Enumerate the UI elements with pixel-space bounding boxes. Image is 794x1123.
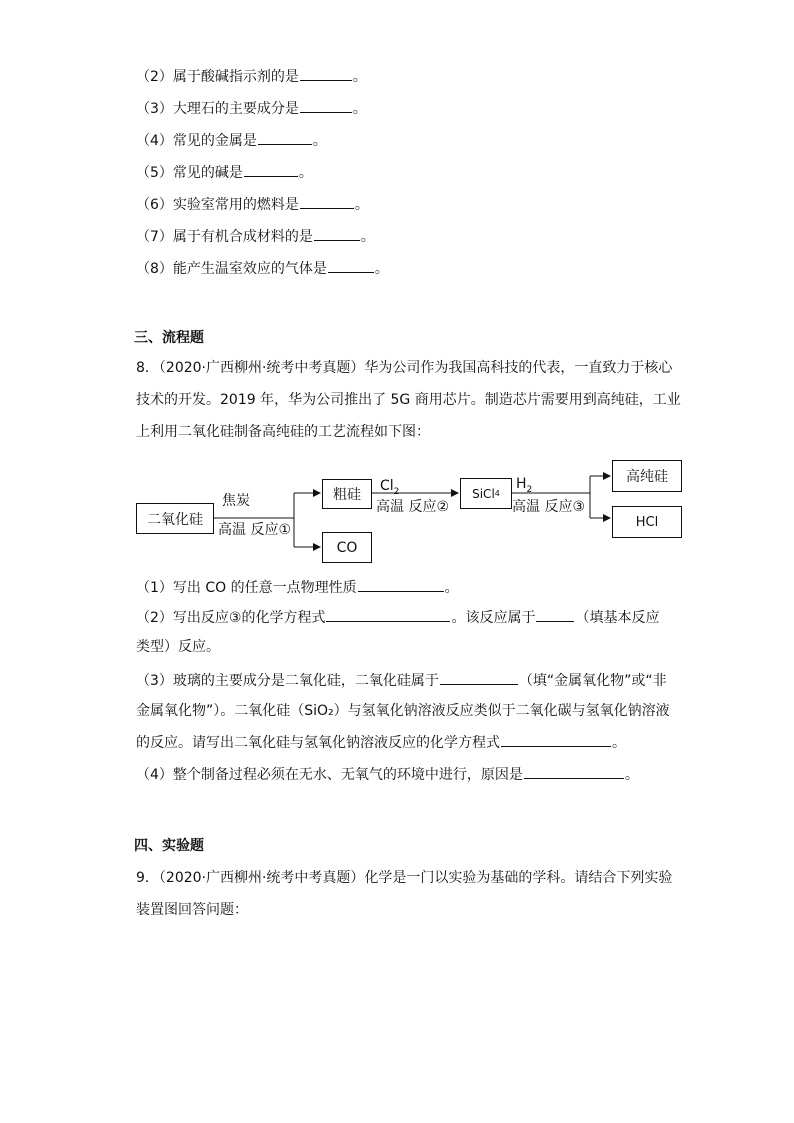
question-item-8: （8）能产生温室效应的气体是 。 bbox=[136, 258, 389, 279]
box-hcl: HCl bbox=[612, 506, 682, 538]
question-item-4: （4）常见的金属是 。 bbox=[136, 130, 327, 151]
answer-blank[interactable] bbox=[501, 732, 611, 747]
sub-question-3-line-2: 金属氧化物”）。二氧化硅（SiO₂）与氢氧化钠溶液反应类似于二氧化碳与氢氧化钠溶液 bbox=[136, 703, 670, 719]
question-item-2: （2）属于酸碱指示剂的是 。 bbox=[136, 66, 367, 87]
question-9-line-2: 装置图回答问题： bbox=[136, 902, 248, 918]
answer-blank[interactable] bbox=[358, 577, 444, 592]
reagent-cl2: $Cl_2$ bbox=[380, 478, 400, 497]
box-sicl4: SiCl 4 bbox=[460, 478, 512, 509]
sub-question-4: （4）整个制备过程必须在无水、无氧气的环境中进行，原因是 。 bbox=[136, 764, 639, 785]
question-8-line-3: 上利用二氧化硅制备高纯硅的工艺流程如下图： bbox=[136, 424, 430, 440]
sub-question-3-line-3: 的反应。请写出二氧化硅与氢氧化钠溶液反应的化学方程式 。 bbox=[136, 732, 626, 753]
box-crude-silicon: 粗硅 bbox=[322, 479, 372, 509]
answer-blank[interactable] bbox=[524, 764, 624, 779]
question-8-line-1: 8．（2020·广西柳州·统考中考真题）华为公司作为我国高科技的代表，一直致力于核心 bbox=[136, 360, 673, 376]
condition-reaction-1: 高温 反应① bbox=[218, 522, 292, 538]
question-8-line-2: 技术的开发。2019 年，华为公司推出了 5G 商用芯片。制造芯片需要用到高纯硅，工业 bbox=[136, 392, 681, 408]
answer-blank[interactable] bbox=[326, 607, 450, 622]
box-co: CO bbox=[322, 532, 372, 563]
section-heading-process: 三、流程题 bbox=[134, 330, 204, 346]
question-item-5: （5）常见的碱是 。 bbox=[136, 162, 313, 183]
question-item-6: （6）实验室常用的燃料是 。 bbox=[136, 194, 369, 215]
sub-question-2: （2）写出反应③的化学方程式 。该反应属于 （填基本反应 bbox=[136, 607, 659, 628]
reagent-coke: 焦炭 bbox=[222, 493, 250, 509]
condition-reaction-2: 高温 反应② bbox=[376, 499, 450, 515]
answer-blank[interactable] bbox=[536, 607, 574, 622]
sub-question-2-cont: 类型）反应。 bbox=[136, 639, 220, 655]
sub-question-1: （1）写出 CO 的任意一点物理性质 。 bbox=[136, 577, 459, 598]
question-9-line-1: 9．（2020·广西柳州·统考中考真题）化学是一门以实验为基础的学科。请结合下列实验 bbox=[136, 870, 673, 886]
answer-blank[interactable] bbox=[440, 670, 518, 685]
section-heading-experiment: 四、实验题 bbox=[134, 838, 204, 854]
condition-reaction-3: 高温 反应③ bbox=[512, 499, 586, 515]
question-item-3: （3）大理石的主要成分是 。 bbox=[136, 98, 367, 119]
box-silicon-dioxide: 二氧化硅 bbox=[136, 503, 214, 534]
sub-question-3: （3）玻璃的主要成分是二氧化硅，二氧化硅属于 （填“金属氧化物”或“非 bbox=[136, 670, 667, 691]
box-high-purity-silicon: 高纯硅 bbox=[612, 460, 682, 492]
reagent-h2: $H_2$ bbox=[516, 476, 533, 495]
question-item-7: （7）属于有机合成材料的是 。 bbox=[136, 226, 375, 247]
